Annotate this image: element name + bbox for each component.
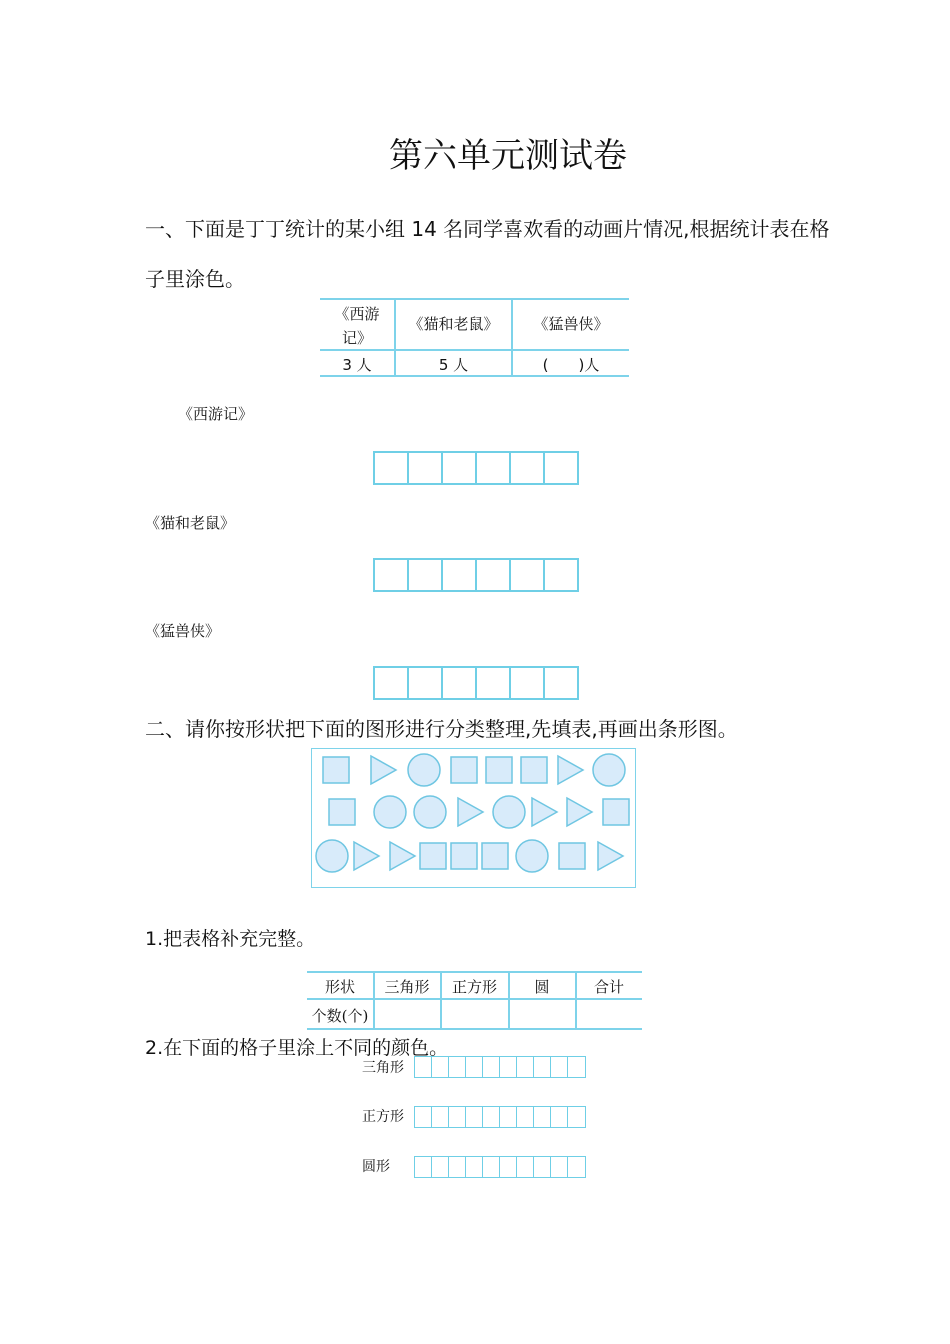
q2-table-header-1: 三角形 (384, 978, 430, 996)
q2-sub2: 2.在下面的格子里涂上不同的颜色。 (145, 1037, 449, 1059)
square-shape (329, 799, 355, 825)
circle-shape (493, 796, 525, 828)
q2-table-row-label: 个数(个) (311, 1007, 369, 1025)
page-title: 第六单元测试卷 (389, 136, 627, 176)
square-shape (521, 757, 547, 783)
q1-label-beast: 《猛兽侠》 (145, 622, 221, 640)
triangle-shape (532, 798, 557, 826)
q2-sub1: 1.把表格补充完整。 (145, 928, 316, 950)
q1-line2: 子里涂色。 (145, 267, 245, 291)
circle-shape (316, 840, 348, 872)
q1-table-value-2: ( )人 (542, 356, 600, 374)
q2-grid-square[interactable] (414, 1106, 586, 1128)
circle-shape (374, 796, 406, 828)
q2-cell-triangle[interactable] (374, 1000, 440, 1028)
triangle-shape (558, 756, 583, 784)
circle-shape (414, 796, 446, 828)
q2-grid-circle[interactable] (414, 1156, 586, 1178)
q1-table-value-1: 5 人 (438, 356, 469, 374)
q2-table-header-3: 圆 (534, 978, 550, 996)
q1-grid-xiyouji[interactable] (373, 451, 579, 485)
q2-grid-label-square: 正方形 (362, 1109, 404, 1125)
square-shape (451, 757, 477, 783)
circle-shape (593, 754, 625, 786)
circle-shape (516, 840, 548, 872)
q2-cell-total[interactable] (576, 1000, 642, 1028)
square-shape (323, 757, 349, 783)
circle-shape (408, 754, 440, 786)
square-shape (559, 843, 585, 869)
shapes-figure (312, 749, 635, 887)
triangle-shape (390, 842, 415, 870)
triangle-shape (354, 842, 379, 870)
q2-cell-square[interactable] (441, 1000, 508, 1028)
q1-label-xiyouji: 《西游记》 (178, 405, 254, 423)
square-shape (486, 757, 512, 783)
q2-cell-circle[interactable] (509, 1000, 575, 1028)
square-shape (451, 843, 477, 869)
triangle-shape (371, 756, 396, 784)
q2-grid-triangle[interactable] (414, 1056, 586, 1078)
q1-line1: 一、下面是丁丁统计的某小组 14 名同学喜欢看的动画片情况,根据统计表在格 (145, 217, 830, 241)
q2-grid-label-triangle: 三角形 (362, 1060, 404, 1076)
q1-grid-beast[interactable] (373, 666, 579, 700)
square-shape (482, 843, 508, 869)
q1-table-header-0: 《西游 记》 (334, 305, 380, 347)
square-shape (603, 799, 629, 825)
shapes-box (311, 748, 636, 888)
q1-table-value-0: 3 人 (342, 356, 372, 374)
q2-table-header-4: 合计 (593, 978, 624, 996)
q2-table-header-0: 形状 (324, 978, 355, 996)
q2-grid-label-circle: 圆形 (362, 1159, 390, 1175)
triangle-shape (567, 798, 592, 826)
q1-table-header-2: 《猛兽侠》 (533, 315, 609, 333)
q1-label-tom-jerry: 《猫和老鼠》 (145, 514, 236, 532)
q1-grid-tom-jerry[interactable] (373, 558, 579, 592)
triangle-shape (458, 798, 483, 826)
square-shape (420, 843, 446, 869)
q1-table-header-1: 《猫和老鼠》 (408, 315, 499, 333)
q2-table-header-2: 正方形 (451, 978, 497, 996)
triangle-shape (598, 842, 623, 870)
q2-heading: 二、请你按形状把下面的图形进行分类整理,先填表,再画出条形图。 (145, 717, 738, 741)
